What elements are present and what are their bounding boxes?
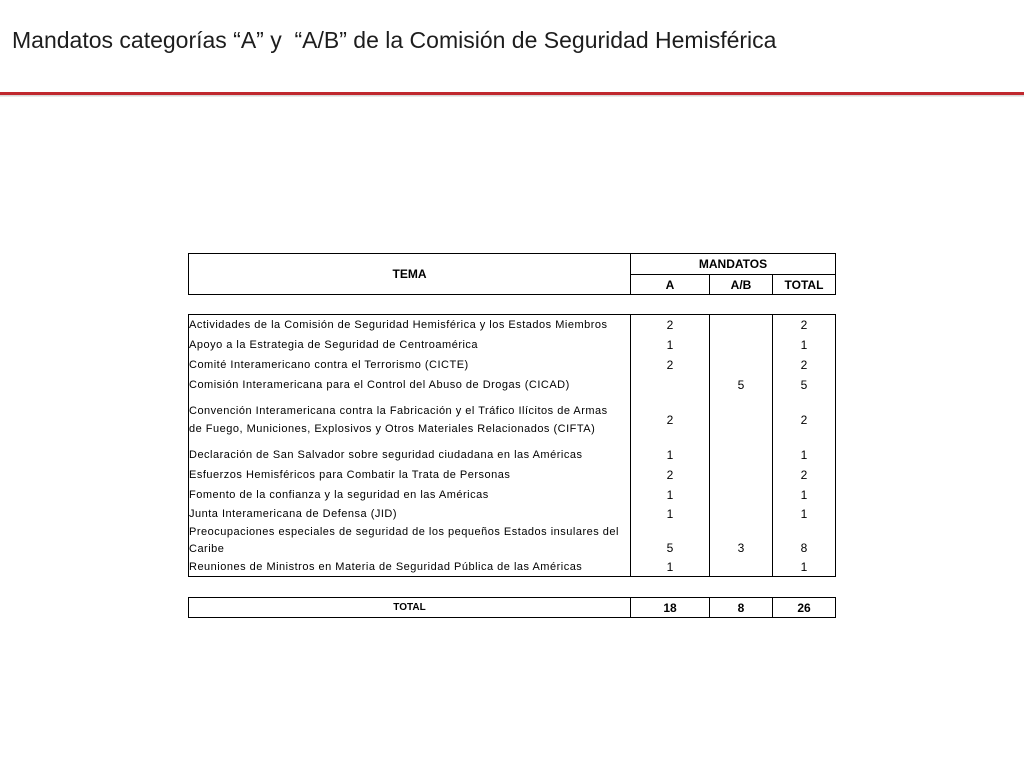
table-row <box>189 375 836 395</box>
table-row <box>189 505 836 524</box>
cell-tema: Comité Interamericano contra el Terrorismo (CICTE) <box>189 355 631 375</box>
title-rule-shadow <box>0 95 1024 97</box>
header-col-a: A <box>631 275 710 295</box>
cell-total: 1 <box>773 505 836 524</box>
cell-a: 1 <box>631 335 710 355</box>
header-mandatos: MANDATOS <box>631 254 836 275</box>
table-row <box>189 395 836 445</box>
total-row <box>189 598 836 618</box>
cell-ab <box>710 465 773 485</box>
cell-ab <box>710 445 773 465</box>
cell-tema: Reuniones de Ministros en Materia de Seguridad Pública de las Américas <box>189 558 631 577</box>
cell-tema: Declaración de San Salvador sobre seguridad ciudadana en las Américas <box>189 445 631 465</box>
header-col-ab: A/B <box>710 275 773 295</box>
cell-tema: Preocupaciones especiales de seguridad de los pequeños Estados insulares del Caribe <box>189 524 631 558</box>
cell-ab: 5 <box>710 375 773 395</box>
cell-a: 2 <box>631 315 710 335</box>
cell-ab <box>710 315 773 335</box>
table-row <box>189 558 836 577</box>
cell-a: 1 <box>631 445 710 465</box>
cell-tema: Junta Interamericana de Defensa (JID) <box>189 505 631 524</box>
slide-title: Mandatos categorías “A” y “A/B” de la Comisión de Seguridad Hemisférica <box>12 27 777 53</box>
table-row <box>189 445 836 465</box>
header-col-total: TOTAL <box>773 275 836 295</box>
table-row <box>189 465 836 485</box>
cell-ab <box>710 558 773 577</box>
cell-total: 1 <box>773 558 836 577</box>
cell-a: 1 <box>631 558 710 577</box>
cell-tema: Esfuerzos Hemisféricos para Combatir la Trata de Personas <box>189 465 631 485</box>
total-ab: 8 <box>710 598 773 618</box>
cell-a: 1 <box>631 485 710 505</box>
cell-tema: Comisión Interamericana para el Control del Abuso de Drogas (CICAD) <box>189 375 631 395</box>
table-row <box>189 315 836 335</box>
cell-ab <box>710 355 773 375</box>
cell-ab <box>710 505 773 524</box>
total-total: 26 <box>773 598 836 618</box>
cell-total: 2 <box>773 465 836 485</box>
cell-total: 2 <box>773 355 836 375</box>
table-total <box>188 597 836 618</box>
cell-total: 2 <box>773 395 836 445</box>
cell-ab <box>710 395 773 445</box>
cell-a: 5 <box>631 524 710 558</box>
cell-total: 8 <box>773 524 836 558</box>
cell-total: 1 <box>773 445 836 465</box>
cell-total: 1 <box>773 485 836 505</box>
cell-tema: Apoyo a la Estrategia de Seguridad de Centroamérica <box>189 335 631 355</box>
cell-a: 1 <box>631 505 710 524</box>
cell-ab <box>710 485 773 505</box>
cell-total: 5 <box>773 375 836 395</box>
table-row <box>189 524 836 558</box>
cell-tema: Fomento de la confianza y la seguridad en las Américas <box>189 485 631 505</box>
cell-a <box>631 375 710 395</box>
cell-a: 2 <box>631 395 710 445</box>
table-row <box>189 335 836 355</box>
cell-tema: Convención Interamericana contra la Fabricación y el Tráfico Ilícitos de Armas de Fuego, Municiones, Explosivos y Otros Materiales Relacionados (CIFTA) <box>189 395 631 445</box>
cell-a: 2 <box>631 465 710 485</box>
total-a: 18 <box>631 598 710 618</box>
cell-a: 2 <box>631 355 710 375</box>
table-header <box>188 253 836 295</box>
table-row <box>189 485 836 505</box>
cell-tema: Actividades de la Comisión de Seguridad Hemisférica y los Estados Miembros <box>189 315 631 335</box>
cell-ab: 3 <box>710 524 773 558</box>
cell-ab <box>710 335 773 355</box>
table-row <box>189 355 836 375</box>
header-tema: TEMA <box>189 254 631 295</box>
cell-total: 2 <box>773 315 836 335</box>
total-label: TOTAL <box>189 598 631 618</box>
cell-total: 1 <box>773 335 836 355</box>
table-body <box>188 314 836 577</box>
